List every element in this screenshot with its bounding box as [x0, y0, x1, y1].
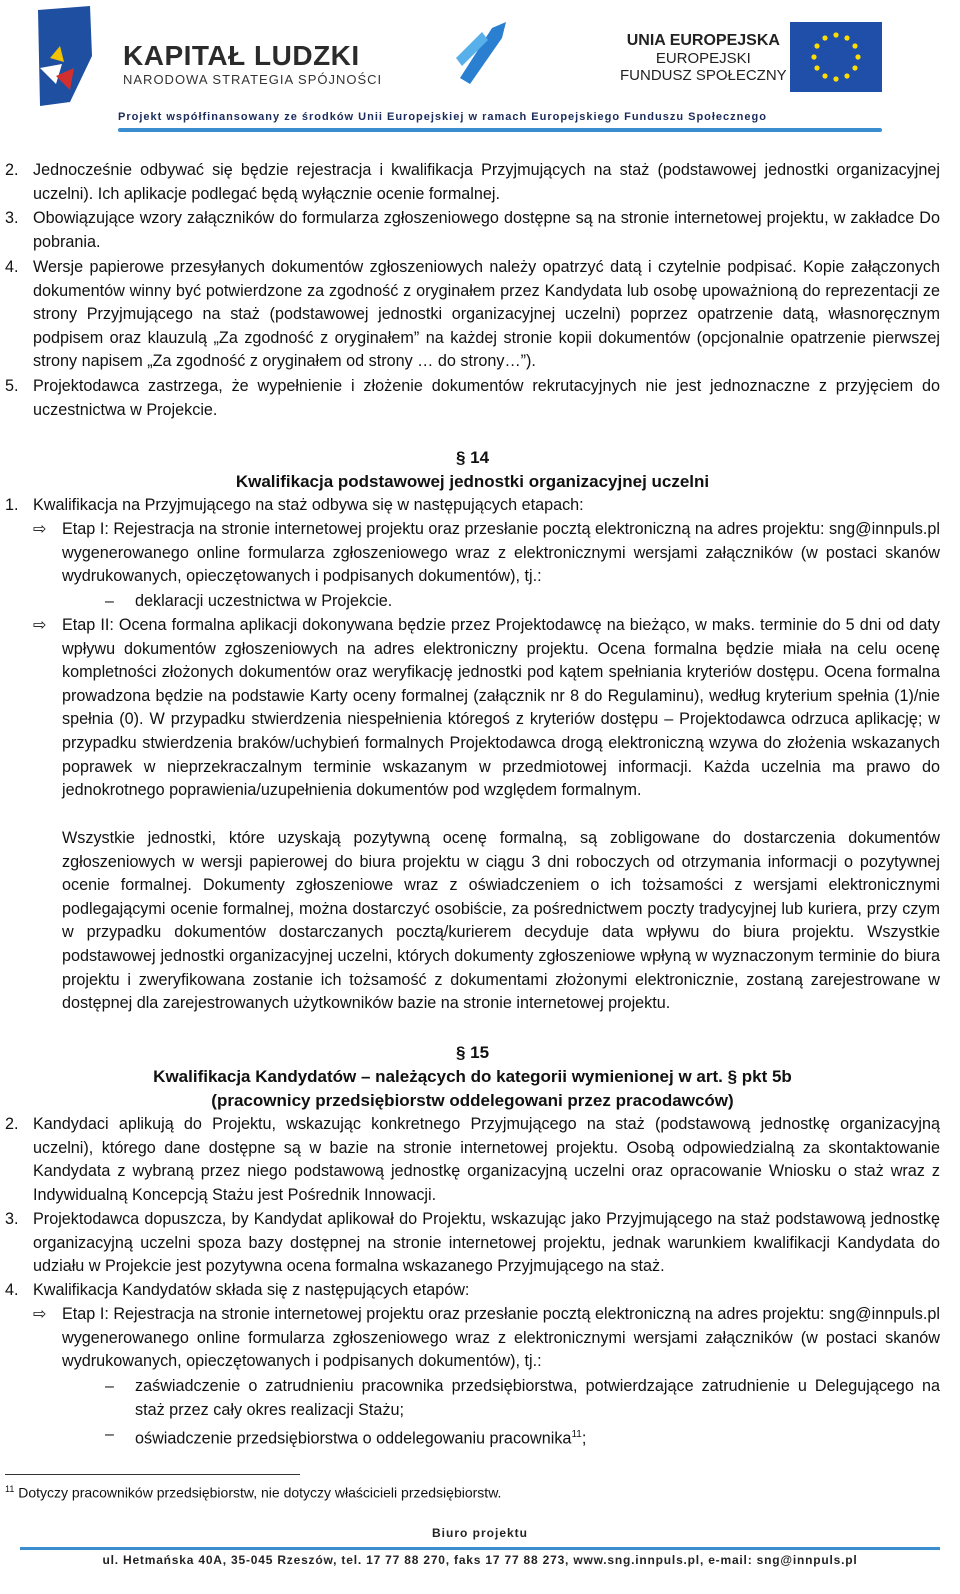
kapital-ludzki-logo-icon [30, 6, 100, 110]
section-15-number: § 15 [455, 1043, 490, 1062]
s15-doc-2-text: oświadczenie przedsiębiorstwa o oddelegowaniu pracownika [135, 1429, 572, 1448]
kl-subtitle: NARODOWA STRATEGIA SPÓJNOŚCI [123, 72, 383, 87]
footnote-divider [5, 1474, 300, 1475]
item-number: 2. [5, 161, 19, 179]
paragraph-4: Wersje papierowe przesyłanych dokumentów zgłoszeniowych należy opatrzyć datą i czytelnie podpisać. Kopie załączonych dokumentów winny być potwierdzone za zgodność z oryginałem przez Kandydata lub osobę upoważnioną do reprezentacji ze strony Przyjmującego na staż (podstawowej jednostki organizacyjnej uczelni) poprzez opatrzenie datą, własnoręcznym podpisem oraz klauzulą „Za zgodność z oryginałem” na każdej stronie kopii dokumentów (opcjonalnie opatrzenie pierwszej strony napisem „Za zgodność z oryginałem od strony … do strony…”). [33, 258, 940, 371]
s14-item-1: Kwalifikacja na Przyjmującego na staż odbywa się w następujących etapach: [33, 496, 584, 514]
s14-etap-1-doc: deklaracji uczestnictwa w Projekcie. [135, 592, 393, 610]
paragraph-3: Obowiązujące wzory załączników do formularza zgłoszeniowego dostępne są na stronie internetowej projektu, w zakładce Do pobrania. [33, 209, 940, 251]
item-number: 3. [5, 1210, 19, 1228]
footnote-number: 11 [5, 1484, 15, 1494]
eu-line-3: FUNDUSZ SPOŁECZNY [620, 67, 787, 84]
item-number: 4. [5, 258, 19, 276]
item-number: 3. [5, 209, 19, 227]
arrow-bullet-icon: ⇨ [33, 1306, 47, 1323]
section-14-number: § 14 [455, 448, 490, 467]
s15-item-4: Kwalifikacja Kandydatów składa się z następujących etapów: [33, 1281, 470, 1299]
footer-divider [20, 1547, 940, 1550]
item-number: 5. [5, 377, 19, 395]
s15-item-2: Kandydaci aplikują do Projektu, wskazując konkretnego Przyjmującego na staż (podstawową jednostkę organizacyjną uczelni), którego dane dostępne są w bazie na stronie internetowej projektu. Osobą odpowiedzialną za skontaktowanie Kandydata z wybraną przez niego podstawową jednostkę organizacyjną uczelni oraz opracowanie Wniosku o staż wraz z Indywidualną Koncepcją Stażu jest Pośrednik Innowacji. [33, 1115, 940, 1204]
section-15-title: Kwalifikacja Kandydatów – należących do kategorii wymienionej w art. § pkt 5b [153, 1067, 792, 1086]
eu-line-1: UNIA EUROPEJSKA [626, 32, 780, 49]
kl-title: KAPITAŁ LUDZKI [123, 40, 360, 71]
s15-doc-2-end: ; [581, 1429, 587, 1448]
arrow-bullet-icon: ⇨ [33, 617, 47, 634]
eu-flag-icon [790, 22, 882, 92]
dash-bullet: – [105, 593, 114, 610]
footnote [5, 1484, 501, 1501]
cofinance-note: Projekt współfinansowany ze środków Unii Europejskiej w ramach Europejskiego Funduszu Społecznego [118, 111, 767, 123]
arrow-bullet-icon: ⇨ [33, 521, 47, 538]
eu-line-2: EUROPEJSKI [655, 50, 751, 67]
eu-text [620, 32, 787, 84]
paragraph-2: Jednocześnie odbywać się będzie rejestracja i kwalifikacja Przyjmujących na staż (podstawowej jednostki organizacyjnej uczelni). Ich aplikacje podlegać będą wyłącznie ocenie formalnej. [33, 161, 940, 203]
s15-item-3: Projektodawca dopuszcza, by Kandydat aplikował do Projektu, wskazując jako Przyjmującego na staż podstawową jednostkę organizacyjną uczelni spoza bazy dostępnej na stronie internetowej projektu, jednak warunkiem kwalifikacji Kandydata do udziału w Projekcie jest pozytywna ocena formalna wskazanego Przyjmującego na staż. [33, 1210, 940, 1276]
sng-logo-icon [452, 18, 512, 98]
paragraph-5: Projektodawca zastrzega, że wypełnienie i złożenie dokumentów rekrutacyjnych nie jest jednoznaczne z przyjęciem do uczestnictwa w Projekcie. [33, 377, 940, 419]
dash-bullet: – [105, 1378, 114, 1395]
footnote-text: Dotyczy pracowników przedsiębiorstw, nie dotyczy właścicieli przedsiębiorstw. [14, 1484, 502, 1501]
item-number: 4. [5, 1281, 19, 1299]
s14-etap-2: Etap II: Ocena formalna aplikacji dokonywana będzie przez Projektodawcę na bieżąco, w maks. terminie do 5 dni od daty wpływu dokumentów zgłoszeniowych na adres elektroniczny projektu. Ocena formalna będzie miała na celu ocenę kompletności złożonych dokumentów oraz weryfikację jednostki pod kątem spełniania kryteriów dostępu. Ocena formalna prowadzona będzie na podstawie Karty oceny formalnej (załącznik nr 8 do Regulaminu), według kryterium spełnia (1)/nie spełnia (0). W przypadku stwierdzenia niespełnienia któregoś z kryteriów dostępu – Projektodawca odrzuca aplikację; w przypadku stwierdzenia braków/uchybień formalnych Projektodawca drogą elektroniczną wzywa do złożenia wskazanych poprawek w nieprzekraczalnym terminie wskazanym w przedmiotowej informacji. Każda uczelnia ma prawo do jednokrotnego poprawienia/uzupełnienia dokumentów pod względem formalnym. [62, 616, 940, 800]
item-number: 1. [5, 496, 19, 514]
footnote-reference[interactable]: 11 [571, 1429, 582, 1440]
s15-doc-1: zaświadczenie o zatrudnieniu pracownika przedsiębiorstwa, potwierdzające zatrudnienie u Delegującego na staż przez cały okres realizacji Stażu; [135, 1377, 940, 1419]
page-header [0, 0, 960, 140]
header-divider [118, 128, 882, 132]
footer-title: Biuro projektu [431, 1526, 528, 1540]
section-14-title: Kwalifikacja podstawowej jednostki organizacyjnej uczelni [235, 472, 710, 491]
section-15-subtitle: (pracownicy przedsiębiorstw oddelegowani przez pracodawców) [211, 1091, 734, 1110]
dash-bullet: – [105, 1426, 114, 1443]
s15-doc-2 [135, 1423, 940, 1451]
s14-etap-1: Etap I: Rejestracja na stronie internetowej projektu oraz przesłanie pocztą elektroniczną na adres projektu: sng@innpuls.pl wygenerowanego online formularza zgłoszeniowego wraz z elektronicznymi wersjami załączników (w postaci skanów wydrukowanych, opieczętowanych i podpisanych dokumentów), tj.: [62, 520, 940, 586]
footer-address: ul. Hetmańska 40A, 35-045 Rzeszów, tel. 17 77 88 270, faks 17 77 88 273, www.sng.innpuls.pl, e-mail: sng@innpuls.pl [102, 1553, 858, 1567]
s14-etap-2-continued: Wszystkie jednostki, które uzyskają pozytywną ocenę formalną, są zobligowane do dostarczenia dokumentów zgłoszeniowych w wersji papierowej do biura projektu w ciągu 3 dni roboczych od otrzymania informacji o pozytywnej ocenie formalnej. Dokumenty zgłoszeniowe wraz z oświadczeniem o ich tożsamości z wersjami elektronicznymi podlegającymi ocenie formalnej, można dostarczyć osobiście, za pośrednictwem poczty tradycyjnej lub kuriera, przy czym w przypadku dokumentów dostarczanych pocztą/kurierem decyduje data wpływu do biura projektu. Wszystkie podstawowej jednostki organizacyjnej uczelni, których dokumenty zgłoszeniowe wpłyną w wyznaczonym terminie do biura projektu i zweryfikowana zostanie ich tożsamość z dokumentami złożonymi elektronicznie, zostaną zarejestrowane w dostępnej dla zarejestrowanych użytkowników bazie na stronie internetowej projektu. [62, 829, 940, 1013]
s15-etap-1: Etap I: Rejestracja na stronie internetowej projektu oraz przesłanie pocztą elektroniczną na adres projektu: sng@innpuls.pl wygenerowanego online formularza zgłoszeniowego wraz z elektronicznymi wersjami załączników (w postaci skanów wydrukowanych, opieczętowanych i podpisanych dokumentów), tj.: [62, 1305, 940, 1371]
item-number: 2. [5, 1115, 19, 1133]
